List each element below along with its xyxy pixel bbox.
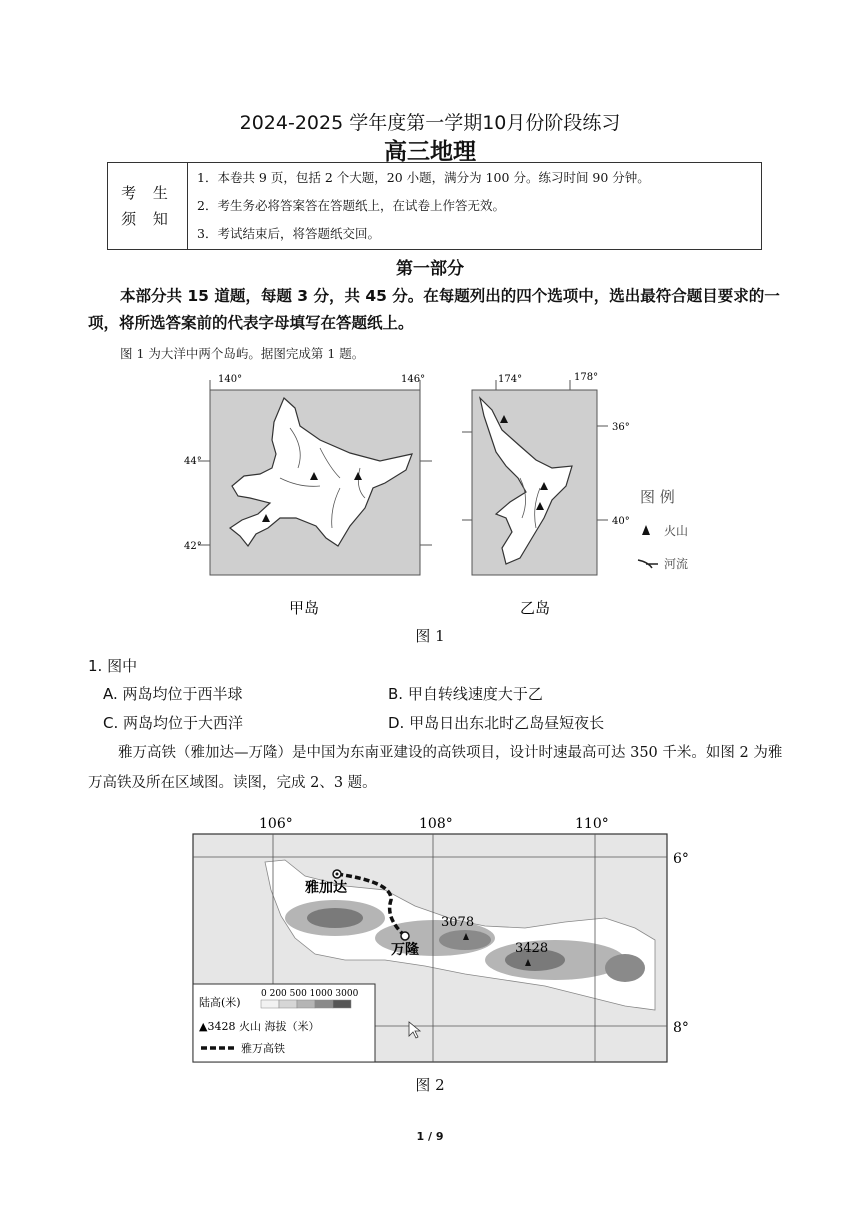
- fig2-lat-label: 8°: [673, 1020, 689, 1036]
- island-a-lat-label: 42°: [184, 541, 202, 552]
- page-number: 1 / 9: [416, 1130, 444, 1143]
- figure2-legend: [193, 984, 375, 1062]
- island-a-lon-label: 140°: [218, 374, 243, 385]
- fig2-lon-label: 106°: [259, 816, 293, 832]
- exam-title: 2024-2025 学年度第一学期10月份阶段练习: [239, 112, 621, 134]
- island-a-name: 甲岛: [289, 599, 320, 617]
- question1-stem: 1. 图中: [88, 657, 138, 675]
- peak-3078-label: 3078: [441, 915, 475, 930]
- city-bandung-label: 万隆: [391, 942, 419, 958]
- question1-option-c: C. 两岛均位于大西洋: [103, 714, 244, 732]
- section-title: 第一部分: [396, 259, 464, 279]
- legend-volcano-label: ▲3428 火山 海拔（米）: [199, 1020, 320, 1033]
- question1-option-b: B. 甲自转线速度大于乙: [388, 685, 543, 703]
- legend-volcano-label: 火山: [664, 524, 689, 538]
- island-b-lon-label: 174°: [498, 374, 523, 385]
- passage2: 雅万高铁（雅加达—万隆）是中国为东南亚建设的高铁项目，设计时速最高可达 350 千米。如图 2 为雅万高铁及所在区域图。读图，完成 2、3 题。: [88, 745, 783, 791]
- figure2-map: [185, 810, 705, 1070]
- elevation-area: [307, 908, 363, 928]
- notice-item: 1．本卷共 9 页，包括 2 个大题，20 小题，满分为 100 分。练习时间 90 分钟。: [197, 170, 650, 185]
- notice-item: 2．考生务必将答案答在答题纸上，在试卷上作答无效。: [197, 198, 505, 213]
- island-a-lon-label: 146°: [401, 374, 426, 385]
- volcano-icon: [642, 525, 650, 535]
- exam-notice-table: [107, 162, 762, 250]
- figure1-caption: 图 1: [415, 627, 445, 645]
- legend-elevation-title: 陆高(米): [199, 996, 241, 1009]
- island-a-lat-label: 44°: [184, 456, 202, 467]
- question1-option-a: A. 两岛均位于西半球: [103, 685, 243, 703]
- legend-river-label: 河流: [664, 557, 689, 571]
- figure1-legend: [638, 488, 688, 571]
- elevation-area: [605, 954, 645, 982]
- legend-elevation-scale: 0 200 500 1000 3000: [261, 989, 359, 999]
- notice-label: 考 生 须 知: [108, 163, 188, 250]
- figure1-intro: 图 1 为大洋中两个岛屿。据图完成第 1 题。: [120, 346, 365, 361]
- notice-items: [188, 163, 762, 250]
- city-marker-bandung: [401, 932, 409, 940]
- notice-item: 3．考试结束后，将答题纸交回。: [197, 226, 380, 241]
- island-b-lat-label: 36°: [612, 422, 630, 433]
- city-jakarta-label: 雅加达: [305, 880, 347, 896]
- island-b-lon-label: 178°: [574, 372, 599, 383]
- fig2-lat-label: 6°: [673, 851, 689, 867]
- island-b-map: [462, 372, 630, 575]
- fig2-lon-label: 108°: [419, 816, 453, 832]
- legend-railway-label: 雅万高铁: [241, 1042, 285, 1055]
- fig2-lon-label: 110°: [575, 816, 609, 832]
- figure1-map: [180, 368, 720, 648]
- river-icon: [638, 560, 658, 568]
- figure2-caption: 图 2: [415, 1076, 445, 1094]
- subject-title: 高三地理: [384, 139, 476, 165]
- question1-option-d: D. 甲岛日出东北时乙岛昼短夜长: [388, 714, 605, 732]
- peak-3428-label: 3428: [515, 941, 549, 956]
- legend-title: 图 例: [640, 488, 675, 506]
- island-a-map: [184, 374, 432, 575]
- island-b-lat-label: 40°: [612, 516, 630, 527]
- section-intro: 本部分共 15 道题，每题 3 分，共 45 分。在每题列出的四个选项中，选出最符合题目要求的一项，将所选答案前的代表字母填写在答题纸上。: [88, 287, 780, 332]
- island-b-name: 乙岛: [520, 599, 551, 617]
